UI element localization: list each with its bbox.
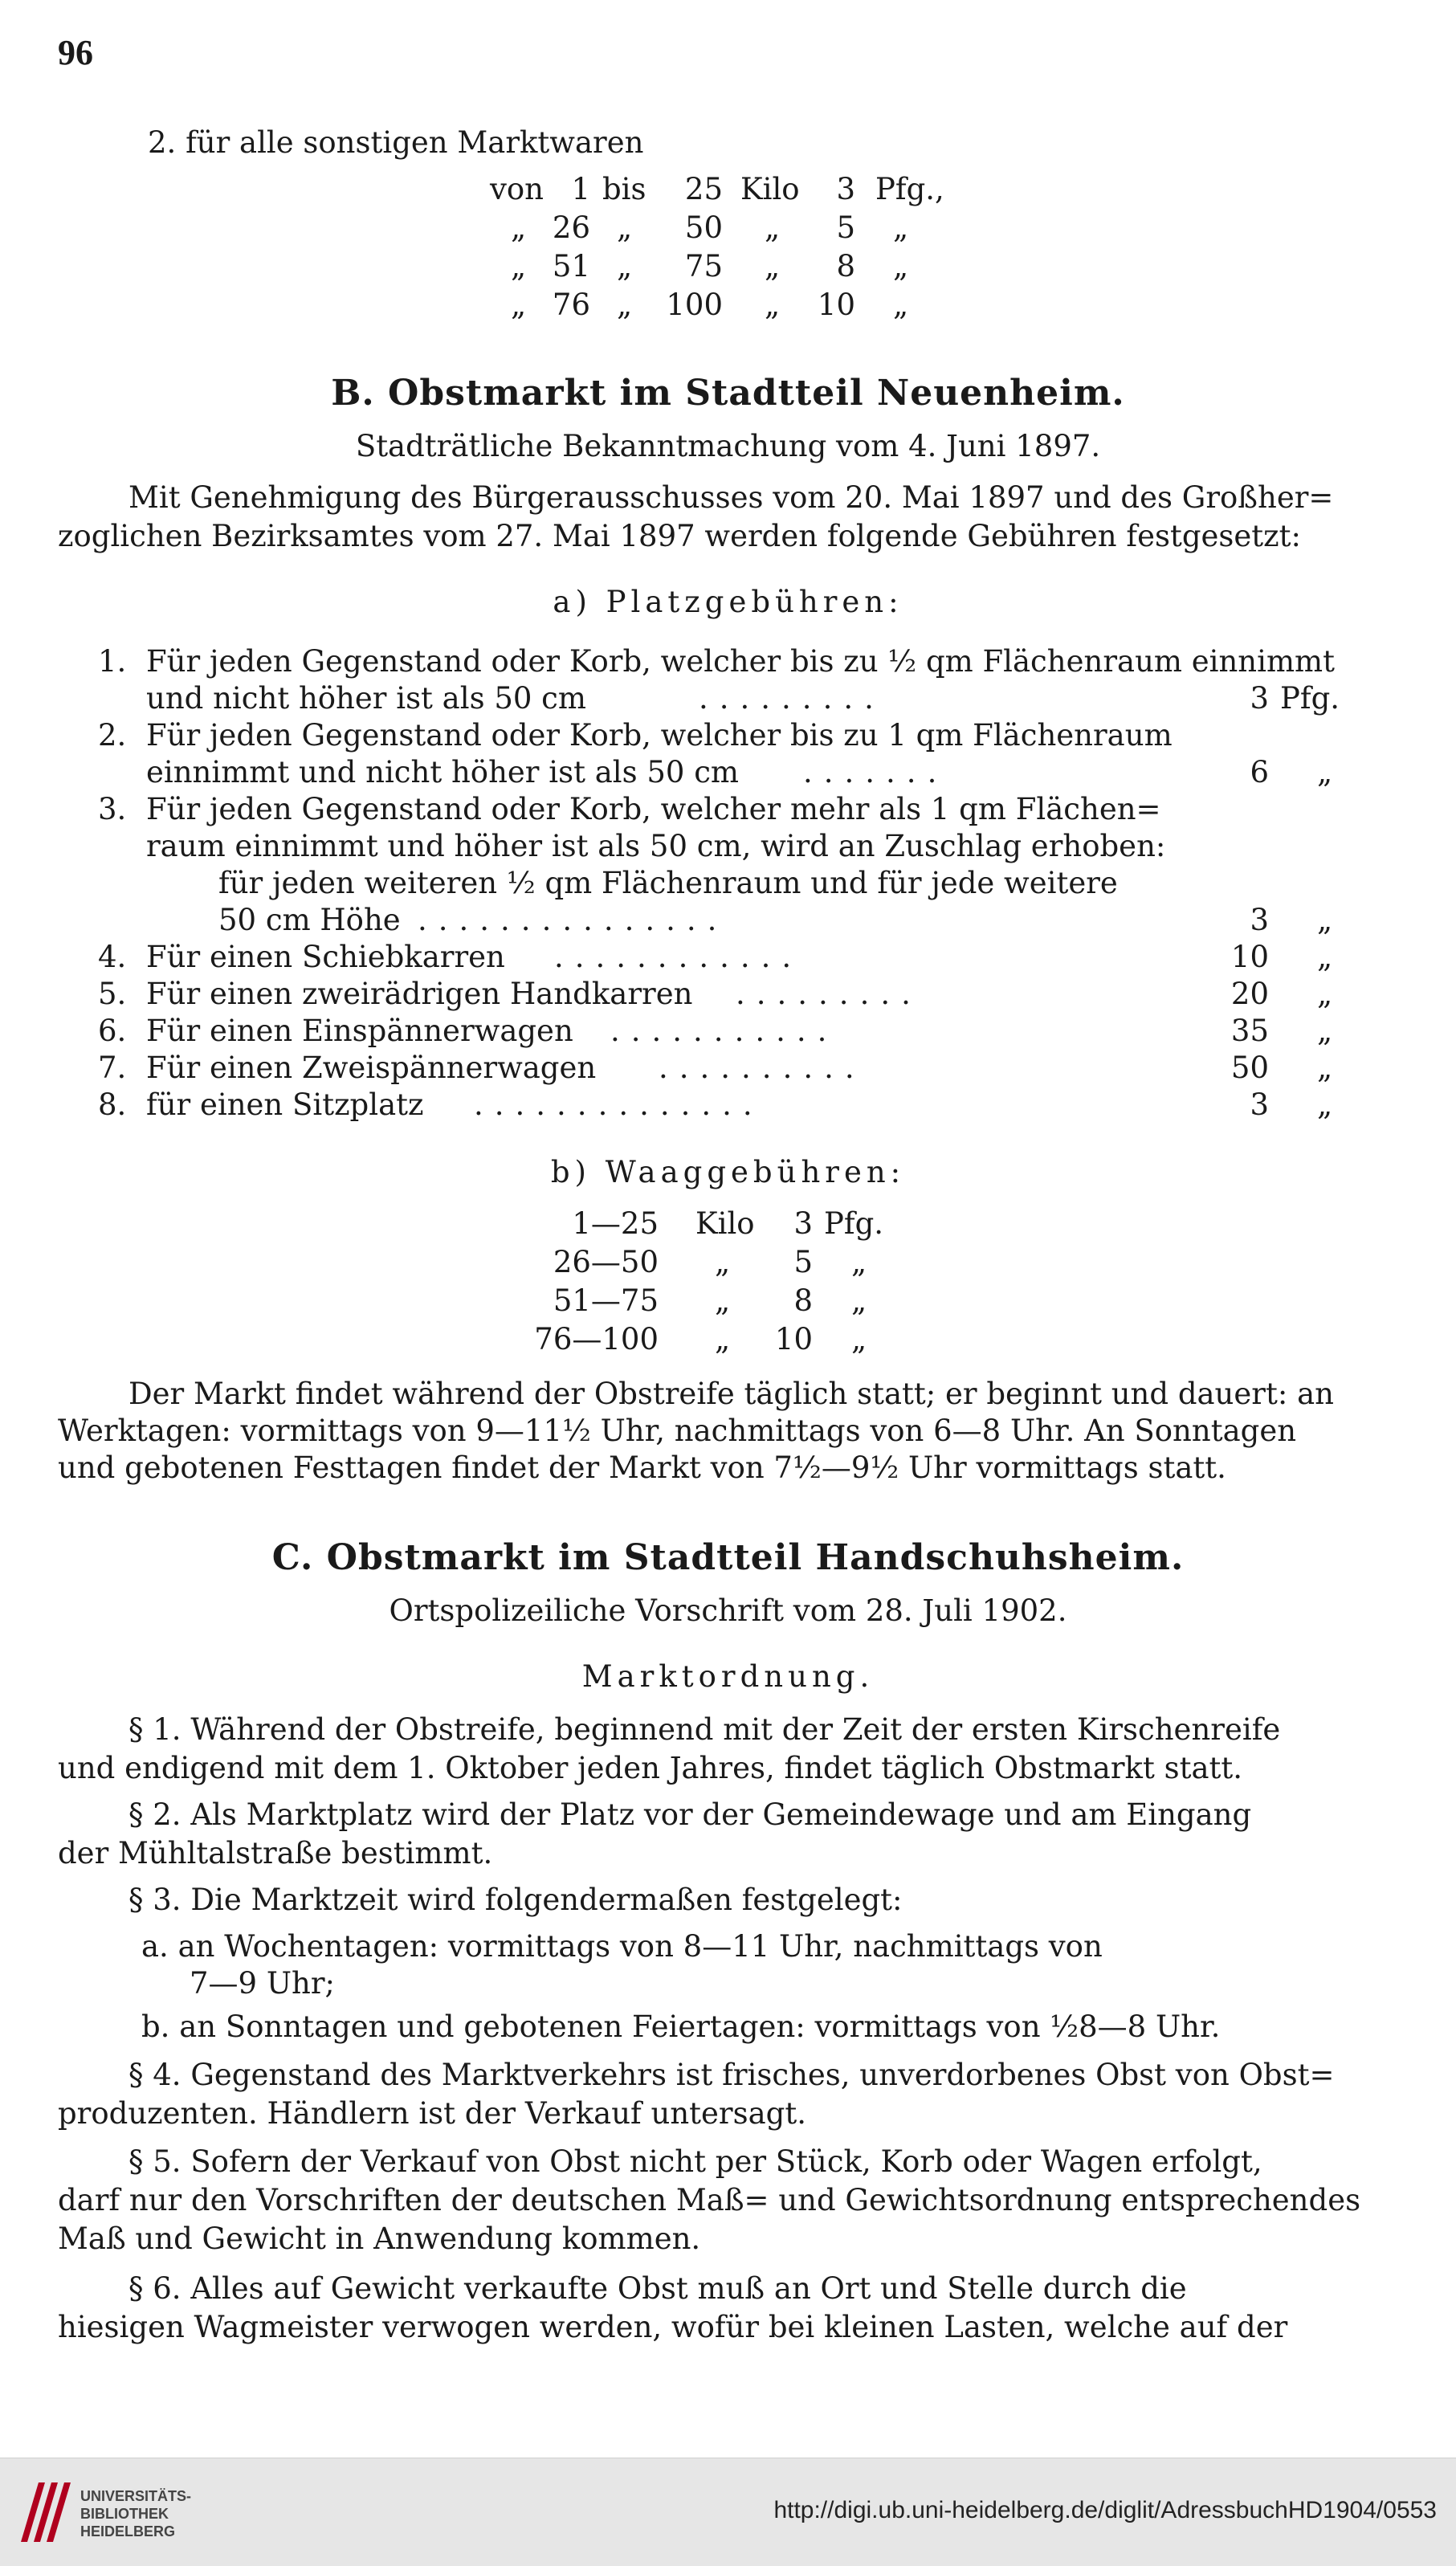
leader-dots: .......... xyxy=(659,1050,866,1085)
item-unit: „ xyxy=(1317,977,1333,1011)
paragraph-line: hiesigen Wagmeister verwogen werden, wofür bei kleinen Lasten, welche auf der xyxy=(58,2310,1288,2344)
logo-line: UNIVERSITÄTS- xyxy=(80,2488,192,2504)
leader-dots: ....... xyxy=(803,755,948,789)
item-number: 2. xyxy=(98,718,127,753)
item-number: 1. xyxy=(98,644,127,679)
item-amount: 6 xyxy=(1250,755,1269,789)
section-c-heading: C. Obstmarkt im Stadtteil Handschuhsheim. xyxy=(271,1537,1185,1578)
paragraph-line: § 1. Während der Obstreife, beginnend mit der Zeit der ersten Kirschenreife xyxy=(128,1712,1281,1747)
item-number: 6. xyxy=(98,1014,127,1048)
leader-dots: ........... xyxy=(610,1014,838,1048)
item-amount: 3 xyxy=(1250,903,1269,937)
cell: 3 xyxy=(836,172,855,206)
item-amount: 10 xyxy=(1230,940,1269,974)
market-goods-item: 2. für alle sonstigen Marktwaren xyxy=(148,125,644,160)
library-logo-text xyxy=(80,2487,191,2540)
cell: 51—75 xyxy=(553,1283,659,1318)
cell: 10 xyxy=(774,1322,813,1356)
cell: „ xyxy=(851,1245,867,1279)
paragraph-line: § 3. Die Marktzeit wird folgendermaßen festgelegt: xyxy=(128,1883,903,1917)
item-amount: 3 xyxy=(1250,1087,1269,1122)
item-text: Für jeden Gegenstand oder Korb, welcher mehr als 1 qm Flächen= xyxy=(146,792,1161,826)
cell: 76 xyxy=(552,288,590,322)
paragraph-line: § 2. Als Marktplatz wird der Platz vor der Gemeindewage und am Eingang xyxy=(128,1797,1252,1832)
item-unit: Pfg. xyxy=(1280,681,1340,716)
leader-dots: ......... xyxy=(699,681,885,716)
section-b-subheading: Stadträtliche Bekanntmachung vom 4. Juni 1897. xyxy=(355,429,1101,463)
item-text: und nicht höher ist als 50 cm xyxy=(146,681,586,716)
item-amount: 35 xyxy=(1230,1014,1269,1048)
cell: bis xyxy=(602,172,646,206)
paragraph-line: § 4. Gegenstand des Marktverkehrs ist frisches, unverdorbenes Obst von Obst= xyxy=(128,2058,1335,2092)
page-number: 96 xyxy=(58,33,93,72)
item-number: 8. xyxy=(98,1087,127,1122)
library-logo-icon xyxy=(14,2478,74,2547)
paragraph-line: § 5. Sofern der Verkauf von Obst nicht per Stück, Korb oder Wagen erfolgt, xyxy=(128,2144,1262,2179)
cell: 50 xyxy=(684,210,723,245)
leader-dots: ............... xyxy=(418,903,728,937)
item-text: einnimmt und nicht höher ist als 50 cm xyxy=(146,755,739,789)
section-c-subheading: Ortspolizeiliche Vorschrift vom 28. Juli 1902. xyxy=(389,1593,1067,1628)
leader-dots: .............. xyxy=(474,1087,764,1122)
item-unit: „ xyxy=(1317,903,1333,937)
market-order-title: Marktordnung. xyxy=(581,1659,875,1694)
cell: „ xyxy=(715,1283,731,1318)
item-amount: 3 xyxy=(1250,681,1269,716)
item-text: Für einen zweirädrigen Handkarren xyxy=(146,977,693,1011)
item-text: Für einen Schiebkarren xyxy=(146,940,505,974)
paragraph-line: der Mühltalstraße bestimmt. xyxy=(58,1836,493,1870)
cell: „ xyxy=(617,288,633,322)
paragraph-line: § 6. Alles auf Gewicht verkaufte Obst muß an Ort und Stelle durch die xyxy=(128,2271,1187,2306)
item-unit: „ xyxy=(1317,940,1333,974)
cell: 51 xyxy=(552,249,590,284)
item-text: Für einen Zweispännerwagen xyxy=(146,1050,597,1085)
paragraph-line: 7—9 Uhr; xyxy=(190,1966,336,2001)
item-unit: „ xyxy=(1317,1050,1333,1085)
cell: Kilo xyxy=(740,172,800,206)
item-amount: 50 xyxy=(1230,1050,1269,1085)
cell: Pfg. xyxy=(824,1206,884,1241)
paragraph-line: b. an Sonntagen und gebotenen Feiertagen: vormittags von ½8—8 Uhr. xyxy=(141,2009,1221,2044)
cell: „ xyxy=(511,288,527,322)
cell: 1—25 xyxy=(572,1206,659,1241)
cell: „ xyxy=(851,1322,867,1356)
cell: 100 xyxy=(666,288,723,322)
paragraph-line: zoglichen Bezirksamtes vom 27. Mai 1897 werden folgende Gebühren festgesetzt: xyxy=(58,519,1301,553)
cell: „ xyxy=(765,288,781,322)
cell: „ xyxy=(765,249,781,284)
cell: 25 xyxy=(684,172,723,206)
cell: Pfg., xyxy=(875,172,944,206)
item-number: 7. xyxy=(98,1050,127,1085)
item-unit: „ xyxy=(1317,1014,1333,1048)
cell: „ xyxy=(893,249,909,284)
cell: „ xyxy=(511,249,527,284)
cell: „ xyxy=(617,249,633,284)
cell: „ xyxy=(715,1322,731,1356)
item-amount: 20 xyxy=(1230,977,1269,1011)
paragraph-line: a. an Wochentagen: vormittags von 8—11 Uhr, nachmittags von xyxy=(141,1929,1103,1964)
paragraph-line: darf nur den Vorschriften der deutschen Maß= und Gewichtsordnung entsprechendes xyxy=(58,2183,1361,2217)
leader-dots: ............ xyxy=(554,940,803,974)
leader-dots: ......... xyxy=(736,977,922,1011)
logo-line: HEIDELBERG xyxy=(80,2523,176,2539)
cell: 26—50 xyxy=(553,1245,659,1279)
cell: 3 xyxy=(793,1206,813,1241)
waag-heading: b) Waaggebühren: xyxy=(550,1155,906,1189)
item-unit: „ xyxy=(1317,1087,1333,1122)
cell: 10 xyxy=(817,288,855,322)
item-text: 50 cm Höhe xyxy=(218,903,401,937)
item-text: raum einnimmt und höher ist als 50 cm, wird an Zuschlag erhoben: xyxy=(146,829,1166,863)
source-url-link[interactable]: http://digi.ub.uni-heidelberg.de/diglit/AdressbuchHD1904/0553 xyxy=(773,2497,1437,2523)
platz-heading: a) Platzgebühren: xyxy=(553,585,903,619)
paragraph-line: produzenten. Händlern ist der Verkauf untersagt. xyxy=(58,2096,806,2131)
paragraph-line: und gebotenen Festtagen findet der Markt von 7½—9½ Uhr vormittags statt. xyxy=(58,1450,1226,1485)
cell: 5 xyxy=(793,1245,813,1279)
item-text: für jeden weiteren ½ qm Flächenraum und für jede weitere xyxy=(218,866,1118,900)
cell: 8 xyxy=(793,1283,813,1318)
item-text: Für einen Einspännerwagen xyxy=(146,1014,573,1048)
item-unit: „ xyxy=(1317,755,1333,789)
cell: „ xyxy=(511,210,527,245)
cell: „ xyxy=(617,210,633,245)
cell: Kilo xyxy=(695,1206,755,1241)
item-number: 4. xyxy=(98,940,127,974)
item-number: 5. xyxy=(98,977,127,1011)
paragraph-line: Der Markt findet während der Obstreife täglich statt; er beginnt und dauert: an xyxy=(128,1377,1334,1411)
cell: 1 xyxy=(571,172,590,206)
cell: „ xyxy=(851,1283,867,1318)
cell: „ xyxy=(893,288,909,322)
cell: „ xyxy=(765,210,781,245)
library-footer xyxy=(0,2458,1456,2566)
cell: 26 xyxy=(552,210,590,245)
cell: 5 xyxy=(836,210,855,245)
cell: 76—100 xyxy=(534,1322,659,1356)
item-text: für einen Sitzplatz xyxy=(146,1087,424,1122)
item-text: Für jeden Gegenstand oder Korb, welcher bis zu 1 qm Flächenraum xyxy=(146,718,1173,753)
paragraph-line: und endigend mit dem 1. Oktober jeden Jahres, findet täglich Obstmarkt statt. xyxy=(58,1751,1243,1785)
cell: von xyxy=(490,172,544,206)
paragraph-line: Werktagen: vormittags von 9—11½ Uhr, nachmittags von 6—8 Uhr. An Sonntagen xyxy=(58,1414,1297,1448)
logo-line: BIBLIOTHEK xyxy=(80,2506,169,2522)
item-number: 3. xyxy=(98,792,127,826)
cell: 8 xyxy=(836,249,855,284)
cell: „ xyxy=(893,210,909,245)
section-b-heading: B. Obstmarkt im Stadtteil Neuenheim. xyxy=(331,373,1125,414)
cell: 75 xyxy=(684,249,723,284)
item-text: Für jeden Gegenstand oder Korb, welcher bis zu ½ qm Flächenraum einnimmt xyxy=(146,644,1335,679)
cell: „ xyxy=(715,1245,731,1279)
paragraph-line: Maß und Gewicht in Anwendung kommen. xyxy=(58,2221,701,2256)
paragraph-line: Mit Genehmigung des Bürgerausschusses vom 20. Mai 1897 und des Großher= xyxy=(128,480,1334,515)
